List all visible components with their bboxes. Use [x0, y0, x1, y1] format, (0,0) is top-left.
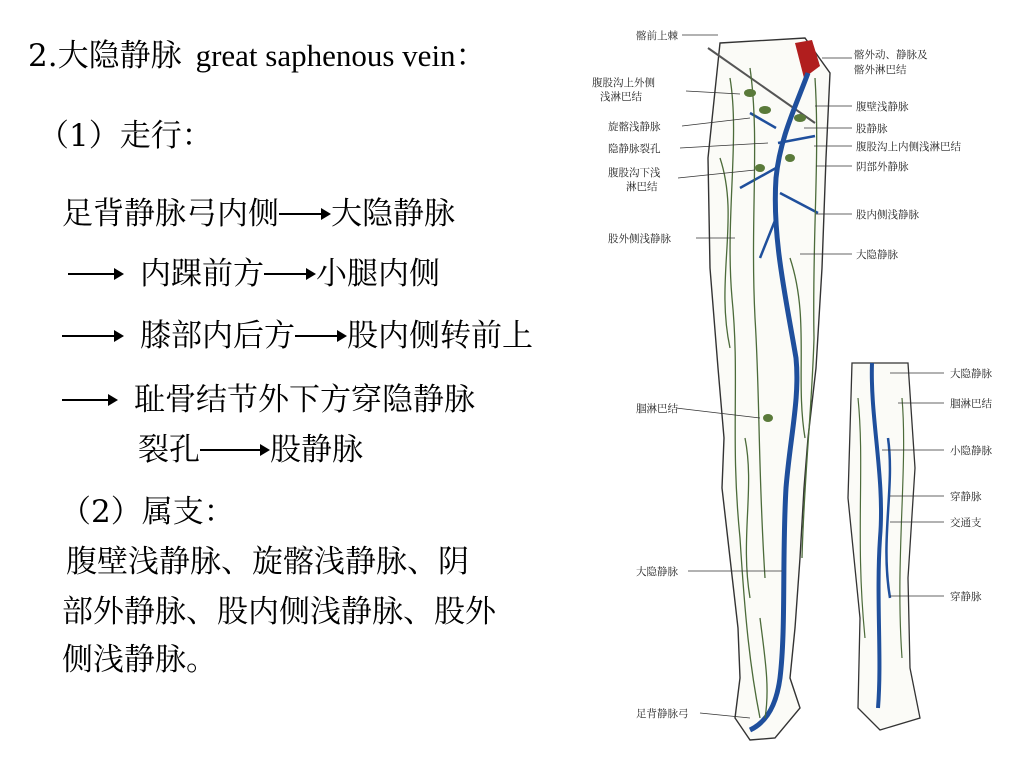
- course-line-2-to: 小腿内侧: [316, 256, 440, 292]
- label-gsv: 大隐静脉: [636, 566, 678, 578]
- label-superolateral-nodes: 腹股沟上外侧: [592, 77, 655, 89]
- label-perforating-1: 穿静脉: [950, 491, 982, 503]
- leg-vein-diagram: [590, 18, 1024, 758]
- title-number: 2.: [28, 38, 58, 74]
- label-lateral-femoral: 股外侧浅静脉: [608, 233, 671, 245]
- label-nodes: 淋巴结: [626, 181, 658, 193]
- label-popliteal-nodes: 腘淋巴结: [636, 403, 678, 415]
- course-line-5-to: 股静脉: [270, 432, 363, 468]
- label-external-iliac: 髂外动、静脉及: [854, 49, 928, 61]
- arrow-icon: [68, 256, 124, 292]
- label-superficial-nodes: 浅淋巴结: [600, 91, 642, 103]
- arrow-icon: [295, 318, 347, 354]
- course-line-3-from: 膝部内后方: [140, 318, 295, 354]
- course-line-3-to: 股内侧转前上: [347, 318, 533, 354]
- course-line-5-from: 裂孔: [138, 432, 200, 468]
- course-line-1: [62, 196, 455, 232]
- label-superomedial-nodes: 腹股沟上内侧浅淋巴结: [856, 141, 961, 153]
- leg-vein-illustration: [590, 18, 1024, 758]
- label-circumflex-iliac: 旋髂浅静脉: [608, 121, 661, 133]
- label-dorsal-arch: 足背静脉弓: [636, 708, 689, 720]
- branches-line-3: 侧浅静脉。: [62, 642, 217, 678]
- course-heading: （1）走行：: [38, 118, 213, 154]
- label-superficial-epigastric: 腹壁浅静脉: [856, 101, 909, 113]
- label-inferior-nodes: 腹股沟下浅: [608, 167, 661, 179]
- label-medial-femoral: 股内侧浅静脉: [856, 209, 919, 221]
- course-line-4-text: 耻骨结节外下方穿隐静脉: [134, 382, 475, 418]
- course-line-5: [138, 432, 363, 468]
- title-cn: 大隐静脉: [57, 38, 182, 74]
- course-line-2: [68, 256, 440, 292]
- label-saphenous-hiatus: 隐静脉裂孔: [608, 143, 661, 155]
- title-en: great saphenous vein：: [195, 38, 487, 73]
- course-line-2-from: 内踝前方: [140, 256, 264, 292]
- label-small-saphenous: 小隐静脉: [950, 445, 992, 457]
- posterior-leg-inset: [848, 363, 920, 730]
- branches-heading: （2）属支：: [60, 494, 235, 530]
- course-line-4: [62, 382, 475, 418]
- branches-line-1: 腹壁浅静脉、旋髂浅静脉、阴: [66, 544, 469, 580]
- label-external-iliac-nodes: 髂外淋巴结: [854, 64, 907, 76]
- slide-title: [28, 38, 487, 74]
- arrow-icon: [62, 382, 118, 418]
- arrow-icon: [264, 256, 316, 292]
- label-femoral-vein: 股静脉: [856, 123, 888, 135]
- arrow-icon: [279, 196, 331, 232]
- course-line-3: [62, 318, 533, 354]
- label-asis: 髂前上棘: [636, 30, 678, 42]
- label-inset-gsv: 大隐静脉: [950, 368, 992, 380]
- label-external-pudendal: 阴部外静脉: [856, 161, 909, 173]
- label-gsv-right: 大隐静脉: [856, 249, 898, 261]
- arrow-icon: [62, 318, 124, 354]
- arrow-icon: [200, 432, 270, 468]
- course-line-1-to: 大隐静脉: [331, 196, 455, 232]
- label-perforating-2: 穿静脉: [950, 591, 982, 603]
- label-inset-popliteal: 腘淋巴结: [950, 398, 992, 410]
- course-line-1-from: 足背静脉弓内侧: [62, 196, 279, 232]
- branches-line-2: 部外静脉、股内侧浅静脉、股外: [62, 594, 496, 630]
- label-communicating: 交通支: [950, 517, 982, 529]
